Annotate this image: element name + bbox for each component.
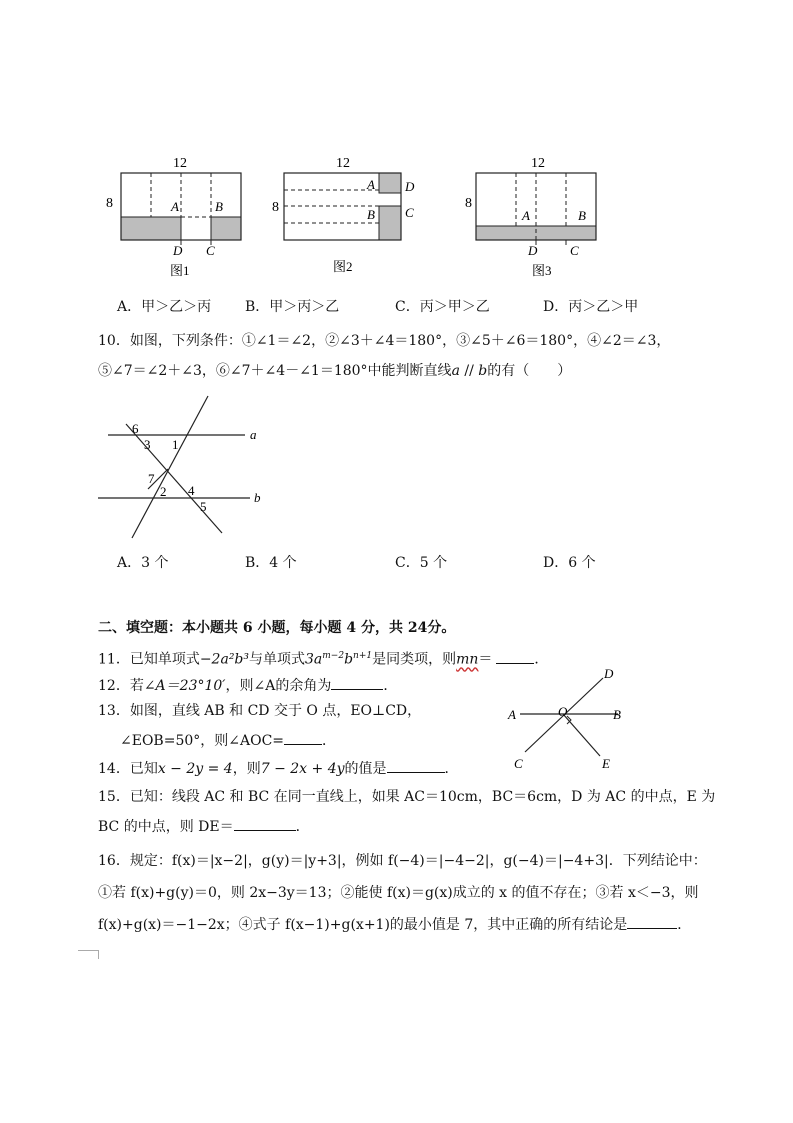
q11-monomial-1: −2a²b³ — [199, 651, 249, 668]
figure-3 — [465, 156, 596, 278]
fig1-shaded-left — [121, 217, 181, 240]
q10-line-b: b — [478, 363, 488, 379]
q10-angle-3: 3 — [144, 437, 151, 452]
rectangle-figures — [0, 145, 793, 285]
q14-post: 的值是 — [344, 761, 387, 777]
q10-line2-text: ⑤∠7＝∠2＋∠3，⑥∠7＋∠4－∠1＝180°中能判断直线 — [98, 363, 452, 379]
q13-label-D: D — [604, 666, 614, 681]
figure-2 — [272, 156, 415, 274]
fig2-caption: 图2 — [333, 259, 353, 274]
q10-option-d: D．6 个 — [543, 555, 596, 571]
fig3-C: C — [570, 243, 579, 258]
q16-line2: ①若 f(x)+g(y)＝0，则 2x−3y＝13；②能使 f(x)＝g(x)成立的 x 的值不存在；③若 x＜−3，则 — [98, 885, 699, 901]
q10-option-b: B．4 个 — [245, 555, 297, 571]
q15-line2: BC 的中点，则 DE＝ ． — [98, 816, 310, 836]
fig2-D: D — [405, 179, 415, 194]
q11: 11．已知单项式−2a²b³与单项式$3a^{m-2}b^{n+1}$是同类项，则mn＝ ． — [98, 647, 548, 669]
q10-line1: 10．如图，下列条件：①∠1＝∠2，②∠3＋∠4＝180°，③∠5＋∠6＝180°，④∠2＝∠3， — [98, 333, 671, 349]
q13-line2: ∠EOB=50°，则∠AOC= ． — [120, 730, 336, 750]
fig2-A: A — [367, 177, 375, 192]
q9-option-b: B．甲＞丙＞乙 — [245, 299, 340, 315]
q11-var: mn — [456, 651, 479, 668]
q11-end: ＝ — [478, 651, 493, 668]
fig3-B: B — [578, 208, 586, 223]
fig2-C: C — [405, 205, 414, 220]
q13-label-E: E — [602, 756, 610, 771]
fig2-side-label: 8 — [272, 200, 279, 215]
q11-m2-exp1: m−2 — [322, 651, 345, 661]
fig3-caption: 图3 — [532, 263, 552, 278]
q11-m2-exp2: n+1 — [353, 651, 373, 661]
q10-option-c: C．5 个 — [395, 555, 448, 571]
page-corner-mark — [78, 950, 99, 959]
q11-m2-base: 3a — [305, 651, 323, 668]
q16-line3: f(x)+g(x)＝−1−2x；④式子 f(x−1)+g(x+1)的最小值是 7，其中正确的所有结论是 ． — [98, 914, 691, 934]
q9-option-a: A．甲＞乙＞丙 — [117, 299, 212, 315]
fig1-C: C — [206, 243, 215, 258]
q10-line-a: a — [451, 363, 460, 379]
q12-math: ∠A＝23°10′ — [143, 678, 226, 694]
fig2-shaded-top — [379, 173, 401, 193]
q10-angle-4: 4 — [188, 483, 195, 498]
q12: 12．若∠A＝23°10′，则∠A的余角为 ． — [98, 675, 397, 695]
q9-option-c: C．丙＞甲＞乙 — [395, 299, 490, 315]
q13-label-O: O — [558, 704, 568, 719]
fig1-top-label: 12 — [173, 156, 187, 171]
q13-label-C: C — [514, 756, 523, 771]
fig2-top-label: 12 — [336, 156, 350, 171]
fig1-side-label: 8 — [106, 196, 113, 211]
q13-label-A: A — [508, 707, 516, 722]
q15-line1: 15．已知：线段 AC 和 BC 在同一直线上，如果 AC＝10cm，BC＝6cm，D 为 AC 的中点，E 为 — [98, 789, 716, 805]
q13-label-B: B — [613, 707, 621, 722]
q12-post: ，则∠A的余角为 — [225, 678, 332, 694]
q15-line2-text: BC 的中点，则 DE＝ — [98, 819, 234, 835]
q10-option-a: A．3 个 — [117, 555, 169, 571]
q10-parallel-sign: // — [459, 363, 479, 379]
q14-pre: 14．已知 — [98, 761, 158, 777]
q16-line1: 16．规定：f(x)＝|x−2|，g(y)＝|y+3|，例如 f(−4)＝|−4−2|，g(−4)＝|−4+3|．下列结论中： — [98, 853, 707, 869]
q16-line3-text: f(x)+g(x)＝−1−2x；④式子 f(x−1)+g(x+1)的最小值是 7，其中正确的所有结论是 — [98, 917, 628, 933]
q12-answer-blank[interactable] — [331, 675, 383, 690]
q12-pre: 12．若 — [98, 678, 144, 694]
q15-answer-blank[interactable] — [234, 816, 296, 831]
q14-math2: 7 − 2x + 4y — [260, 761, 345, 777]
q10-angle-7: 7 — [148, 471, 155, 486]
q13-answer-blank[interactable] — [284, 730, 322, 745]
q14-math1: x − 2y = 4 — [157, 761, 233, 777]
q14-mid: ，则 — [232, 761, 261, 777]
fig2-shaded-bottom — [379, 206, 401, 240]
figure-1 — [106, 156, 241, 278]
q10-line-b-label: b — [254, 490, 261, 505]
fig3-D: D — [528, 243, 538, 258]
q9-option-d: D．丙＞乙＞甲 — [543, 299, 639, 315]
fig1-B: B — [215, 199, 223, 214]
fig1-A: A — [171, 199, 179, 214]
q13-intersecting-lines-figure — [500, 664, 640, 774]
q10-angle-6: 6 — [132, 421, 139, 436]
q11-mid: 与单项式 — [249, 651, 305, 668]
q10-angle-1: 1 — [172, 437, 179, 452]
q11-m2-base2: b — [344, 651, 354, 668]
section-2-title: 二、填空题：本小题共 6 小题，每小题 4 分，共 24分。 — [98, 620, 456, 636]
fig1-D: D — [173, 243, 183, 258]
q11-post: 是同类项，则 — [372, 651, 457, 668]
q14: 14．已知x − 2y = 4，则7 − 2x + 4y的值是 ． — [98, 758, 459, 778]
q10-line2-end: 的有（ ） — [487, 363, 572, 379]
q10-angle-2: 2 — [160, 484, 167, 499]
q11-answer-blank[interactable] — [496, 649, 534, 664]
q11-pre: 11．已知单项式 — [98, 651, 200, 668]
fig3-top-label: 12 — [531, 156, 545, 171]
q10-angle-5: 5 — [200, 499, 207, 514]
q13-line1: 13．如图，直线 AB 和 CD 交于 O 点，EO⊥CD， — [98, 703, 422, 719]
q14-answer-blank[interactable] — [387, 758, 445, 773]
fig2-B: B — [367, 207, 375, 222]
q10-line2 — [98, 362, 571, 380]
fig3-A: A — [522, 208, 530, 223]
fig3-side-label: 8 — [465, 196, 472, 211]
q16-answer-blank[interactable] — [627, 914, 677, 929]
fig1-caption: 图1 — [170, 263, 190, 278]
q10-parallel-lines-figure — [90, 392, 290, 542]
q10-line-a-label: a — [250, 427, 257, 442]
fig1-shaded-right — [211, 217, 241, 240]
q13-line2-text: ∠EOB=50°，则∠AOC= — [120, 733, 285, 749]
